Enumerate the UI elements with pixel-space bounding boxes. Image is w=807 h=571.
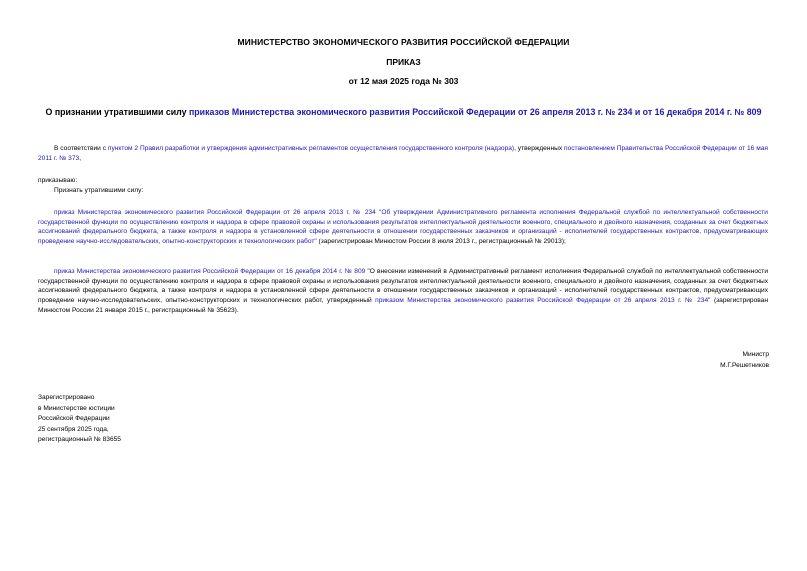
registration-line-4: 25 сентября 2025 года, [38,425,109,433]
p1-text-after: , [79,154,82,162]
p5-text-after: " (зарегистрирован Минюстом России 21 января 2015 г., регистрационный № 35623). [38,297,768,314]
title-link[interactable]: приказов Министерства экономического развития Российской Федерации от 26 апреля 2013 г. № 234 и от 16 декабря 2014 г. № 809 [188,107,762,117]
p1-text-before: В соответствии с [54,145,108,152]
paragraph-order-word: приказываю: [38,177,78,184]
government-decree-link[interactable]: постановлением Правительства Российской Федерации от 16 мая 2011 г. № 373 [38,145,768,162]
paragraph-repeal-intro: Признать утратившими силу: [54,187,144,194]
document-type: ПРИКАЗ [386,57,421,67]
paragraph-order-234 [38,208,768,247]
document-title [0,107,807,117]
p5-text-middle: "О внесении изменений в Административный регламент исполнения Федеральной службой по интеллектуальной собственности государственной функции по осуществлению контроля и надзора в сфере правовой охраны и использования результатов интеллектуальной деятельности военного, специального и двойного назначения, созданных за счет бюджетных ассигнований федерального бюджета, а также контроля и надзора в установленной сфере деятельности в отношении государственных заказчиков и организаций - исполнителей государственных контрактов, предусматривающих проведение научно-исследовательских, опытно-конструкторских и технологических работ, утвержденный [38,268,769,305]
title-prefix: О признании утратившими силу [45,107,189,117]
registration-block [38,393,121,446]
document-date-number: от 12 мая 2025 года № 303 [348,76,459,86]
rules-link[interactable]: пунктом 2 Правил разработки и утверждения административных регламентов осуществления государственного контроля (надзора) [107,145,515,152]
order-809-link[interactable]: приказ Министерства экономического развития Российской Федерации от 16 декабря 2014 г. № 809 [54,268,366,275]
order-234-reference-link[interactable]: приказом Министерства экономического развития Российской Федерации от 26 апреля 2013 г. № 234 [375,297,709,305]
p4-text-after: (зарегистрирован Минюстом России 8 июля 2013 г., регистрационный № 29013); [316,238,566,246]
order-234-link[interactable]: приказ Министерства экономического развития Российской Федерации от 26 апреля 2013 г. № 234 "Об утверждении Административного регламента исполнения Федеральной службой по интеллектуальной собственности государственной функции по осуществлению контроля и надзора в сфере правовой охраны и использования результатов интеллектуальной деятельности военного, специального и двойного назначения, созданных за счет бюджетных ассигнований федерального бюджета, а также контроля и надзора в установленной сфере деятельности в отношении государственных заказчиков и организаций - исполнителей государственных контрактов, предусматривающих проведение научно-исследовательских, опытно-конструкторских и технологических работ" [38,209,768,246]
paragraph-basis [38,144,768,163]
signature-position: Министр [742,351,769,358]
registration-line-3: Российской Федерации [38,415,110,423]
signature-name: М.Г.Решетников [720,361,769,369]
ministry-heading: МИНИСТЕРСТВО ЭКОНОМИЧЕСКОГО РАЗВИТИЯ РОССИЙСКОЙ ФЕДЕРАЦИИ [237,37,570,47]
registration-line-2: в Министерстве юстиции [38,404,115,412]
signature-block [720,350,769,371]
registration-line-1: Зарегистрировано [38,394,95,401]
p1-text-middle: , утвержденных [514,145,565,152]
paragraph-order-809 [38,267,768,316]
registration-line-5: регистрационный № 83655 [38,436,121,444]
